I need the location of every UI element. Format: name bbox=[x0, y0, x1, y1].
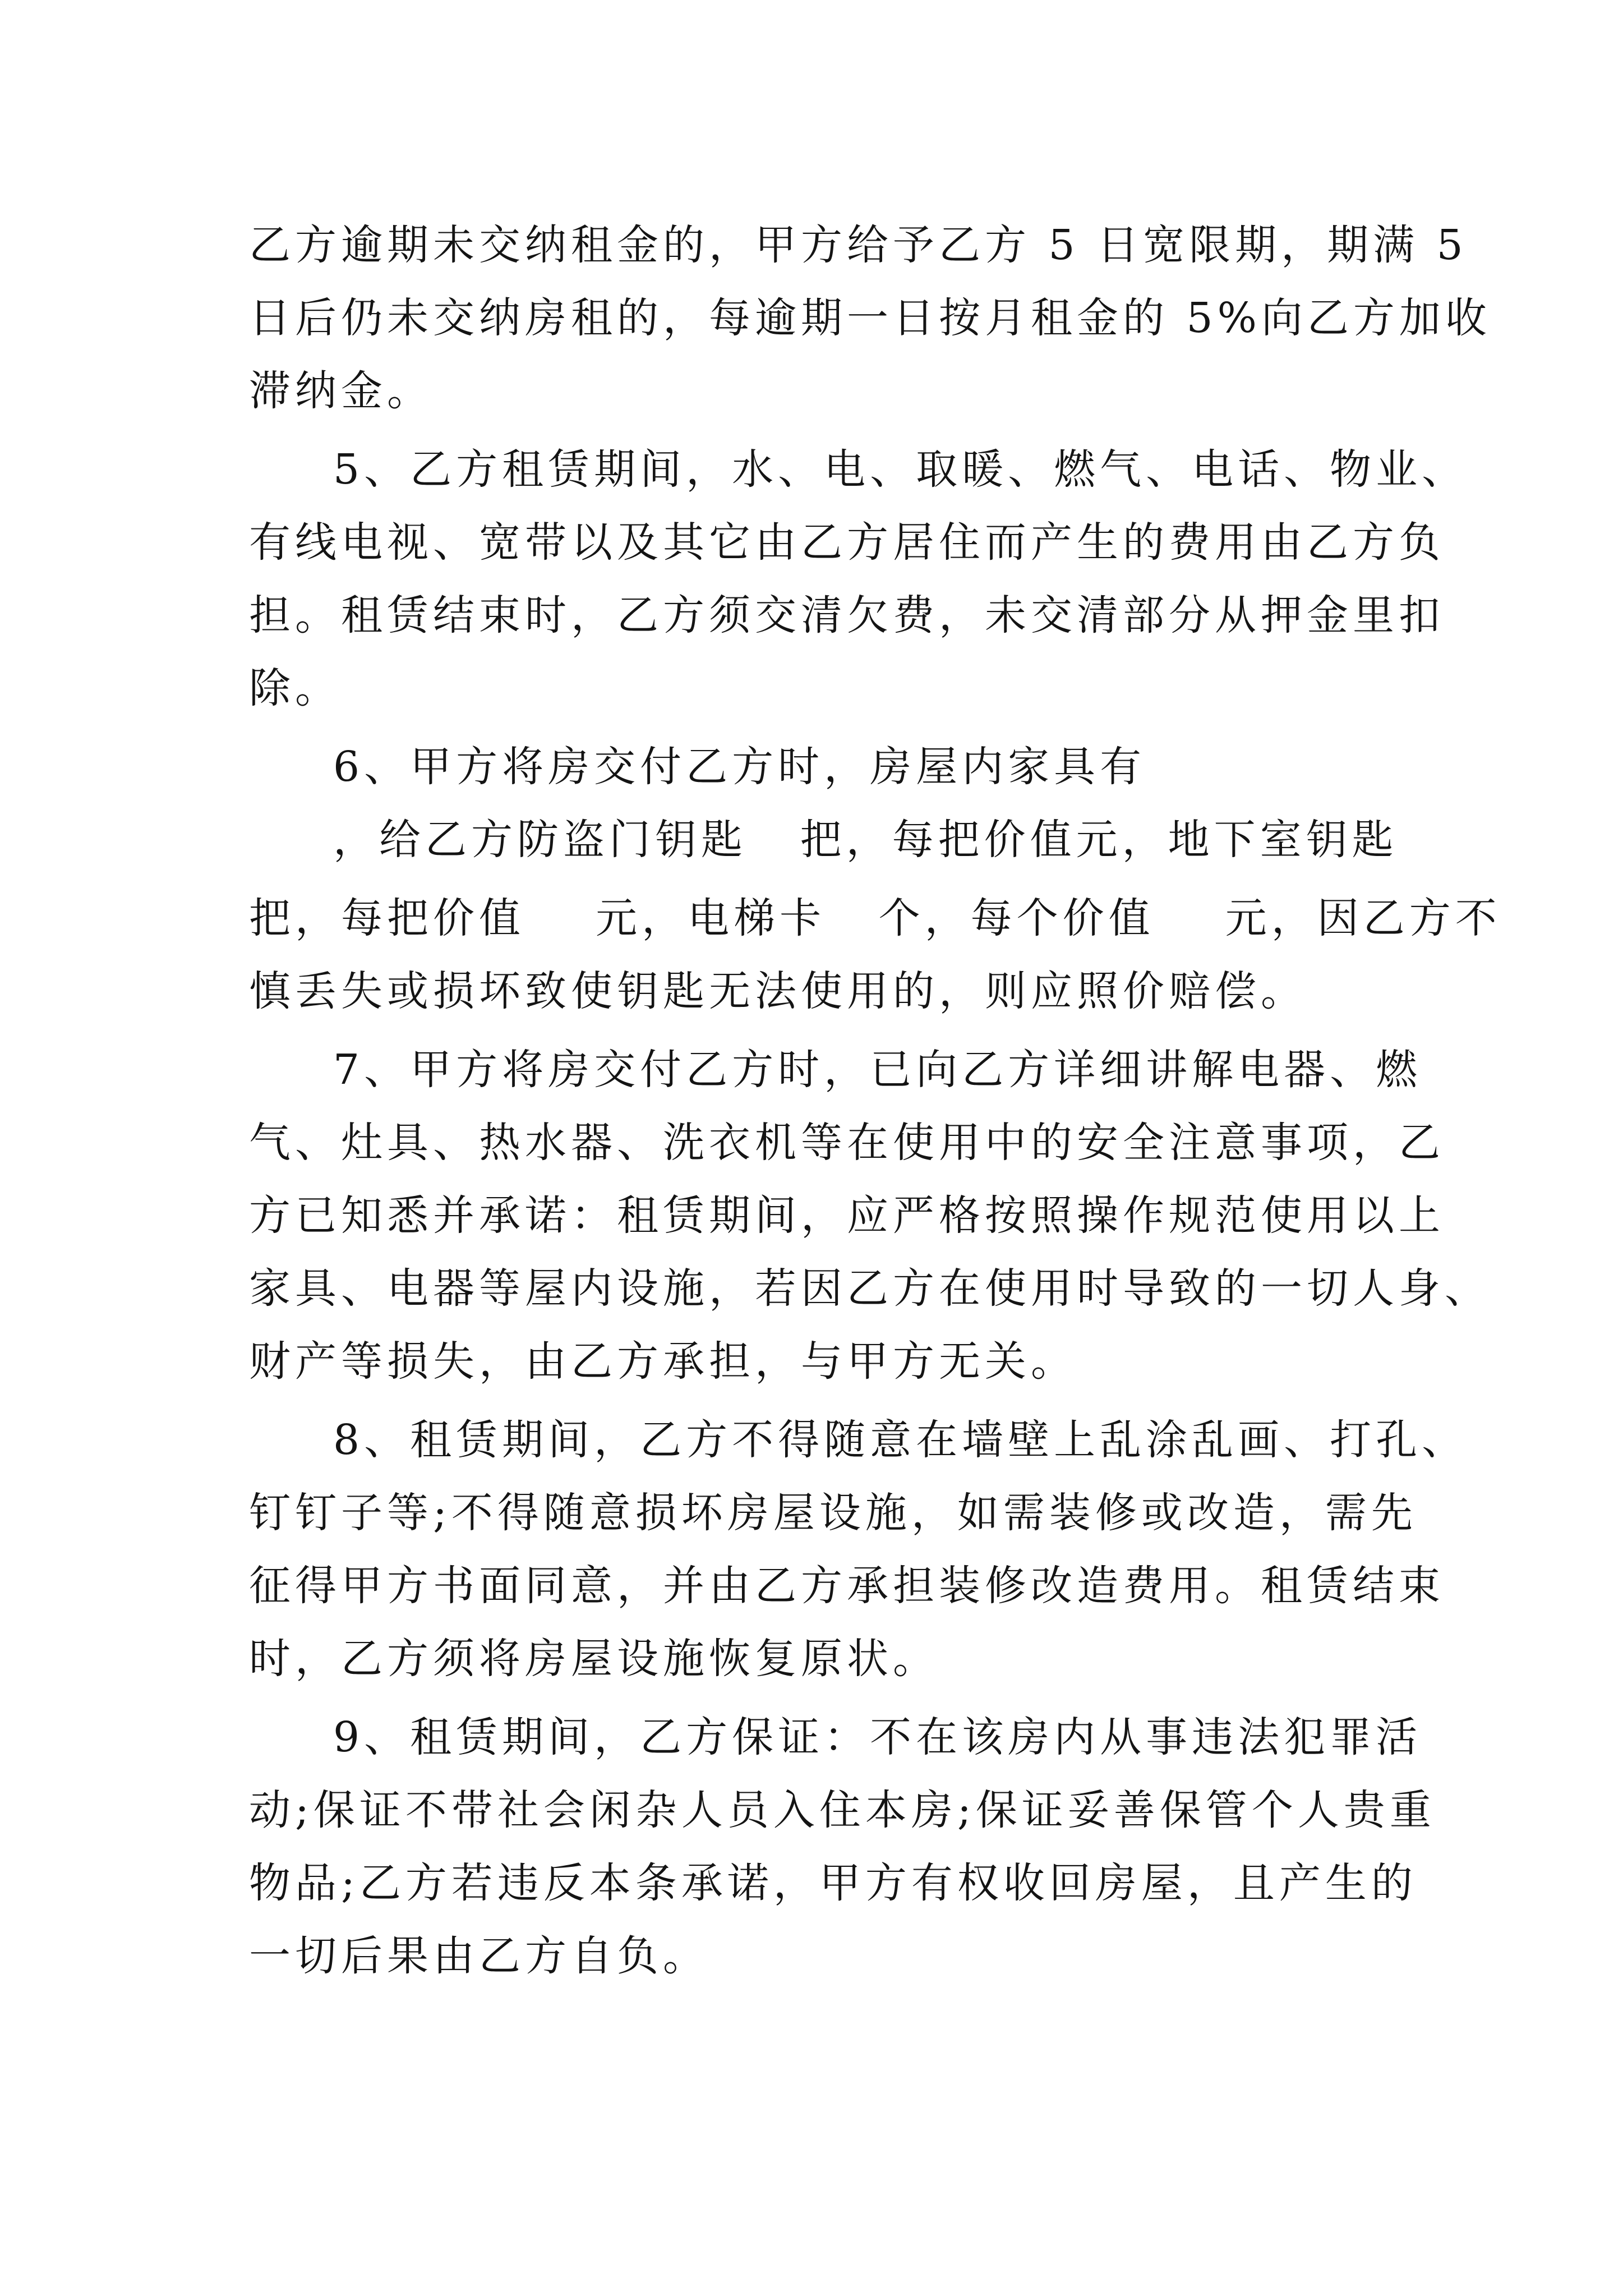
text-line: 物品;乙方若违反本条承诺，甲方有权收回房屋，且产生的 bbox=[249, 1859, 1417, 1907]
paragraph-6-start: 6、甲方将房交付乙方时，房屋内家具有 bbox=[333, 743, 1146, 791]
text-line: 滞纳金。 bbox=[249, 367, 433, 415]
paragraph-9-start: 9、租赁期间，乙方保证：不在该房内从事违法犯罪活 bbox=[333, 1713, 1422, 1761]
text-line: 有线电视、宽带以及其它由乙方居住而产生的费用由乙方负 bbox=[249, 518, 1445, 567]
paragraph-5-start: 5、乙方租赁期间，水、电、取暖、燃气、电话、物业、 bbox=[333, 445, 1468, 494]
text-line: 日后仍未交纳房租的，每逾期一日按月租金的 5%向乙方加收 bbox=[249, 294, 1491, 342]
text-line: 一切后果由乙方自负。 bbox=[249, 1932, 709, 1980]
text-line: 把，每把价值 元，电梯卡 个，每个价值 元，因乙方不 bbox=[249, 894, 1501, 942]
paragraph-8-start: 8、租赁期间，乙方不得随意在墙壁上乱涂乱画、打孔、 bbox=[333, 1416, 1468, 1464]
text-line: 钉钉子等;不得随意损坏房屋设施，如需装修或改造，需先 bbox=[249, 1489, 1417, 1537]
text-line: 动;保证不带社会闲杂人员入住本房;保证妥善保管个人贵重 bbox=[249, 1786, 1436, 1834]
text-line: 征得甲方书面同意，并由乙方承担装修改造费用。租赁结束 bbox=[249, 1562, 1445, 1610]
text-line: 方已知悉并承诺：租赁期间，应严格按照操作规范使用以上 bbox=[249, 1191, 1445, 1240]
text-line: 慎丢失或损坏致使钥匙无法使用的，则应照价赔偿。 bbox=[249, 967, 1307, 1015]
text-line: ，给乙方防盗门钥匙 把，每把价值元，地下室钥匙 bbox=[333, 816, 1398, 864]
text-line: 时，乙方须将房屋设施恢复原状。 bbox=[249, 1635, 939, 1683]
text-line: 除。 bbox=[249, 664, 341, 712]
text-line: 担。租赁结束时，乙方须交清欠费，未交清部分从押金里扣 bbox=[249, 591, 1445, 639]
text-line: 财产等损失，由乙方承担，与甲方无关。 bbox=[249, 1337, 1077, 1386]
text-line: 乙方逾期未交纳租金的，甲方给予乙方 5 日宽限期，期满 5 bbox=[249, 221, 1468, 269]
text-line: 气、灶具、热水器、洗衣机等在使用中的安全注意事项，乙 bbox=[249, 1119, 1445, 1167]
text-line: 家具、电器等屋内设施，若因乙方在使用时导致的一切人身、 bbox=[249, 1264, 1491, 1313]
paragraph-7-start: 7、甲方将房交付乙方时，已向乙方详细讲解电器、燃 bbox=[333, 1046, 1422, 1094]
